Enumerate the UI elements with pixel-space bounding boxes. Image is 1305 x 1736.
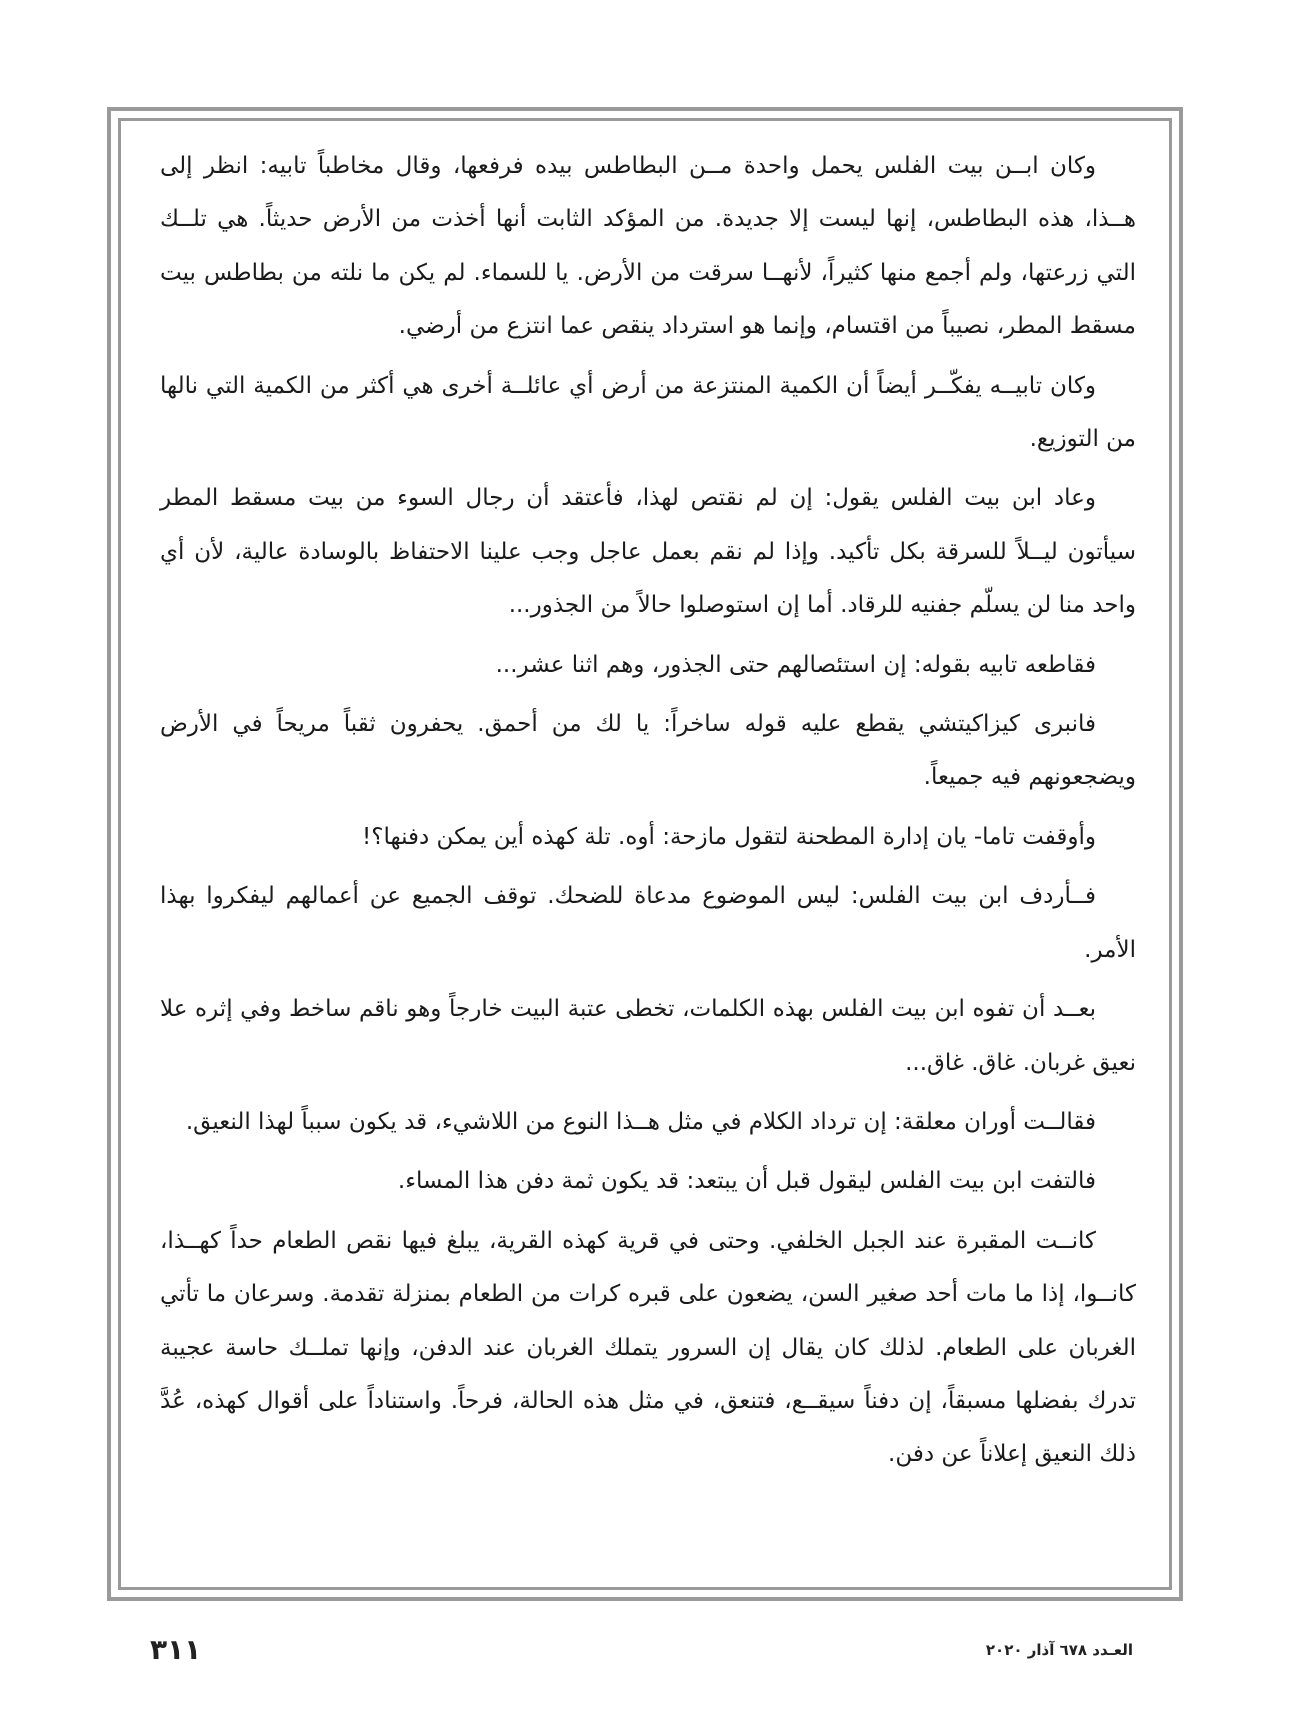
paragraph: فانبرى كيزاكيتشي يقطع عليه قوله ساخراً: يا لك من أحمق. يحفرون ثقباً مريحاً في الأرض ويضجعونهم فيه جميعاً.	[160, 711, 1136, 791]
page-number: ٣١١	[150, 1633, 202, 1666]
paragraph: فقاطعه تابيه بقوله: إن استئصالهم حتى الجذور، وهم اثنا عشر...	[495, 651, 1096, 678]
issue-info: العـدد ٦٧٨ آذار ٢٠٢٠	[985, 1641, 1133, 1659]
paragraph: وعاد ابن بيت الفلس يقول: إن لم نقتص لهذا، فأعتقد أن رجال السوء من بيت مسقط المطر سيأتون ليــلاً للسرقة بكل تأكيد. وإذا لم نقم بعمل عاجل وجب علينا الاحتفاظ بالوسادة عالية، لأن أي واحد منا لن يسلّم جفنيه للرقاد. أما إن استوصلوا حالاً من الجذور...	[160, 485, 1136, 619]
paragraph: فــأردف ابن بيت الفلس: ليس الموضوع مدعاة للضحك. توقف الجميع عن أعمالهم ليفكروا بهذا الأمر.	[160, 883, 1136, 963]
paragraph: بعــد أن تفوه ابن بيت الفلس بهذه الكلمات، تخطى عتبة البيت خارجاً وهو ناقم ساخط وفي إثره علا نعيق غربان. غاق. غاق...	[160, 996, 1136, 1076]
paragraph: فالتفت ابن بيت الفلس ليقول قبل أن يبتعد: قد يكون ثمة دفن هذا المساء.	[397, 1168, 1096, 1195]
article-body	[160, 140, 1136, 1482]
paragraph: وكان ابــن بيت الفلس يحمل واحدة مــن البطاطس بيده فرفعها، وقال مخاطباً تابيه: انظر إلى هــذا، هذه البطاطس، إنها ليست إلا جديدة. من المؤكد الثابت أنها أخذت من الأرض حديثاً. هي تلــك التي زرعتها، ولم أجمع منها كثيراً، لأنهــا سرقت من الأرض. يا للسماء. لم يكن ما نلته من بطاطس بيت مسقط المطر، نصيباً من اقتسام، وإنما هو استرداد ينقص عما انتزع من أرضي.	[160, 153, 1136, 340]
paragraph: كانــت المقبرة عند الجبل الخلفي. وحتى في قرية كهذه القرية، يبلغ فيها نقص الطعام حداً كهــذا، كانــوا، إذا ما مات أحد صغير السن، يضعون على قبره كرات من الطعام بمنزلة تقدمة. وسرعان ما تأتي الغربان على الطعام. لذلك كان يقال إن السرور يتملك الغربان عند الدفن، وإنها تملــك حاسة عجيبة تدرك بفضلها مسبقاً، إن دفناً سيقــع، فتنعق، في مثل هذه الحالة، فرحاً. واستناداً على أقوال كهذه، عُدَّ ذلك النعيق إعلاناً عن دفن.	[160, 1227, 1136, 1468]
paragraph: فقالــت أوران معلقة: إن ترداد الكلام في مثل هــذا النوع من اللاشيء، قد يكون سبباً لهذا النعيق.	[185, 1108, 1096, 1135]
paragraph: وكان تابيــه يفكّــر أيضاً أن الكمية المنتزعة من أرض أي عائلــة أخرى هي أكثر من الكمية التي نالها من التوزيع.	[160, 372, 1136, 453]
paragraph: وأوقفت تاما- يان إدارة المطحنة لتقول مازحة: أوه. تلة كهذه أين يمكن دفنها؟!	[362, 823, 1096, 850]
